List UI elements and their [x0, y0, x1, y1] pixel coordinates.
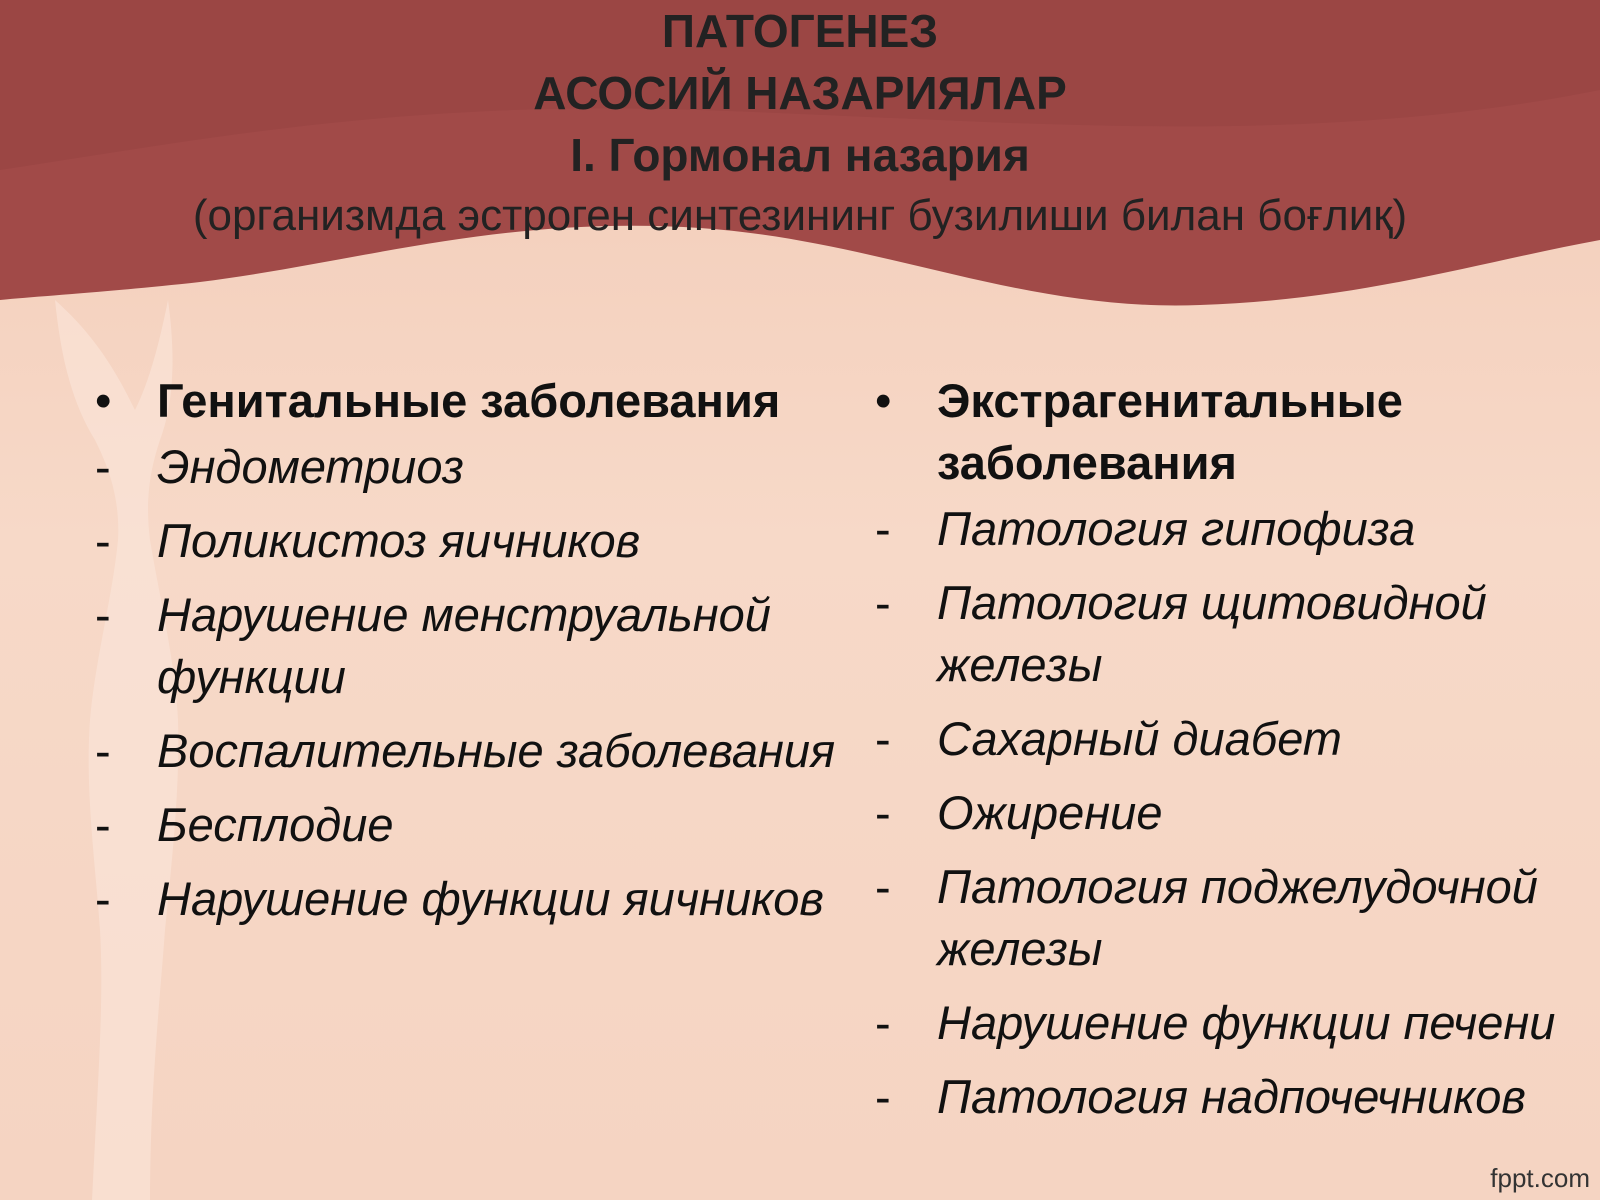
list-item-text: Патология гипофиза — [937, 502, 1416, 555]
list-item-text: Патология поджелудочной железы — [937, 860, 1538, 975]
list-item — [95, 436, 855, 498]
title-pathogenesis: ПАТОГЕНЕЗ — [661, 5, 939, 57]
list-item — [875, 708, 1575, 770]
subtitle: (организмда эстроген синтезининг бузилиши билан боғлиқ) — [192, 191, 1408, 240]
list-heading-text: Экстрагенитальные заболевания — [937, 374, 1403, 489]
list-item — [875, 498, 1575, 560]
list-item — [95, 868, 855, 930]
list-item-text: Патология щитовидной железы — [937, 576, 1487, 691]
dash-marker: - — [875, 786, 891, 839]
list-item — [875, 992, 1575, 1054]
dash-marker: - — [95, 440, 111, 493]
title-hormonal-theory: I. Гормонал назария — [570, 129, 1030, 181]
list-item-text: Нарушение менструальной функции — [157, 588, 771, 703]
list-item — [875, 1066, 1575, 1128]
title-main-theories: АСОСИЙ НАЗАРИЯЛАР — [533, 67, 1067, 119]
bullet-marker: • — [875, 374, 892, 427]
list-heading — [875, 370, 1575, 494]
extragenital-diseases-column — [875, 370, 1575, 1140]
list-item-text: Сахарный диабет — [937, 712, 1342, 765]
slide-header — [0, 0, 1600, 246]
list-item — [875, 856, 1575, 980]
list-item-text: Ожирение — [937, 786, 1163, 839]
dash-marker: - — [95, 514, 111, 567]
list-item — [875, 572, 1575, 696]
list-heading-text: Генитальные заболевания — [157, 374, 781, 427]
list-item-text: Воспалительные заболевания — [157, 724, 836, 777]
dash-marker: - — [875, 860, 891, 913]
list-item-text: Эндометриоз — [157, 440, 464, 493]
list-item — [95, 584, 855, 708]
dash-marker: - — [875, 1070, 891, 1123]
dash-marker: - — [875, 502, 891, 555]
list-item-text: Патология надпочечников — [937, 1070, 1526, 1123]
dash-marker: - — [95, 724, 111, 777]
list-item — [875, 782, 1575, 844]
bullet-marker: • — [95, 374, 112, 427]
dash-marker: - — [875, 712, 891, 765]
list-heading — [95, 370, 855, 432]
list-item — [95, 794, 855, 856]
list-item — [95, 510, 855, 572]
footer-watermark: fppt.com — [1490, 1163, 1590, 1193]
dash-marker: - — [95, 588, 111, 641]
list-item-text: Нарушение функции яичников — [157, 872, 824, 925]
list-item — [95, 720, 855, 782]
list-item-text: Бесплодие — [157, 798, 394, 851]
genital-diseases-column — [95, 370, 855, 942]
dash-marker: - — [95, 872, 111, 925]
list-item-text: Поликистоз яичников — [157, 514, 641, 567]
dash-marker: - — [95, 798, 111, 851]
list-item-text: Нарушение функции печени — [937, 996, 1556, 1049]
dash-marker: - — [875, 996, 891, 1049]
dash-marker: - — [875, 576, 891, 629]
